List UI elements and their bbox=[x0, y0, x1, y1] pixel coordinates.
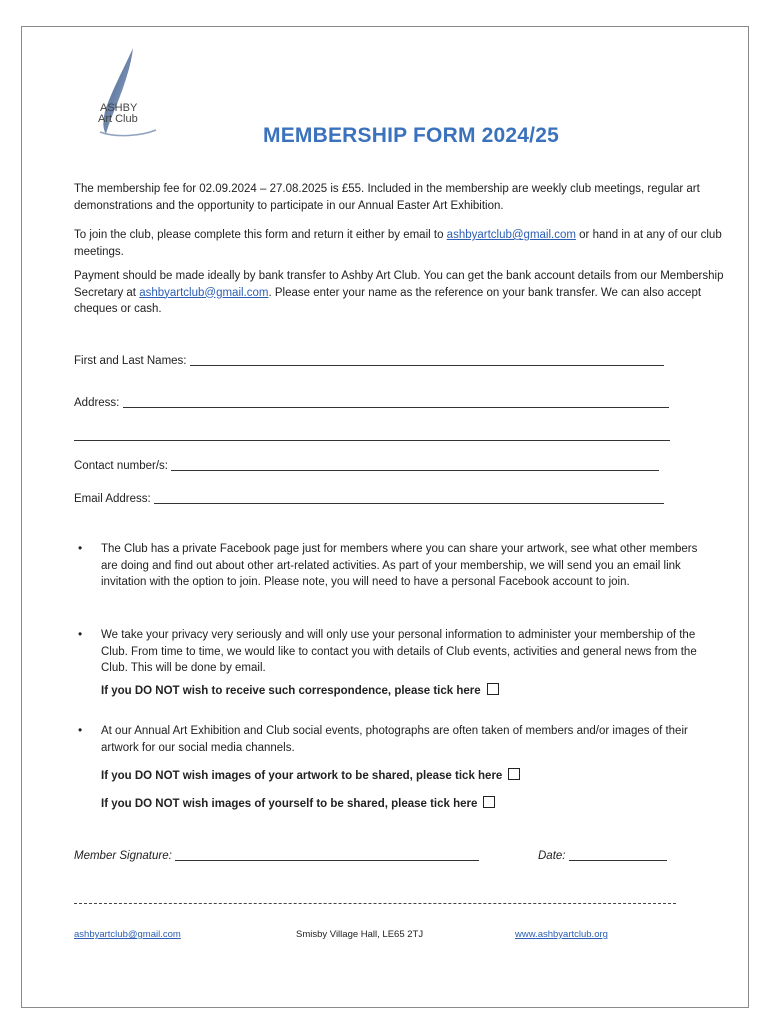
signature-input-line[interactable] bbox=[175, 849, 479, 861]
name-input-line[interactable] bbox=[190, 354, 664, 366]
date-label: Date: bbox=[538, 850, 566, 862]
footer-address: Smisby Village Hall, LE65 2TJ bbox=[296, 929, 424, 940]
email-link[interactable]: ashbyartclub@gmail.com bbox=[446, 229, 576, 241]
email-field[interactable] bbox=[74, 492, 664, 505]
bullet-dot: • bbox=[78, 723, 83, 737]
footer-website-link[interactable]: www.ashbyartclub.org bbox=[515, 929, 608, 940]
form-title: MEMBERSHIP FORM 2024/25 bbox=[263, 124, 559, 147]
member-signature-label: Member Signature: bbox=[74, 850, 172, 862]
logo-text-art-club: Art Club bbox=[98, 113, 138, 125]
footer-email-link[interactable]: ashbyartclub@gmail.com bbox=[74, 929, 181, 940]
facebook-paragraph: The Club has a private Facebook page just for members where you can share your artwork, see what other members are doing and find out about other art-related activities. As part of your membership, we will send you an email link invitation with the option to join. Please note, you will need to have a personal Facebook account to join. bbox=[101, 543, 698, 588]
self-image-checkbox[interactable] bbox=[483, 796, 495, 808]
address-input-line[interactable] bbox=[123, 396, 669, 408]
intro-fee-paragraph: The membership fee for 02.09.2024 – 27.08.2025 is £55. Included in the membership are weekly club meetings, regular art demonstrations and the opportunity to participate in our Annual Easter Art Exhibition. bbox=[74, 183, 700, 212]
self-image-opt-out: If you DO NOT wish images of yourself to be shared, please tick here bbox=[101, 796, 495, 810]
intro-join-paragraph: To join the club, please complete this form and return it either by email to ashbyartclub@gmail.com or hand in at any of our club meetings. bbox=[74, 229, 722, 258]
date-input-line[interactable] bbox=[569, 849, 667, 861]
date-field[interactable] bbox=[538, 849, 667, 862]
cut-line-divider bbox=[74, 903, 676, 904]
correspondence-checkbox[interactable] bbox=[487, 683, 499, 695]
name-field[interactable] bbox=[74, 354, 664, 367]
logo-text-ashby: ASHBY bbox=[100, 102, 138, 114]
email-link[interactable]: ashbyartclub@gmail.com bbox=[139, 286, 269, 299]
address-label: Address: bbox=[74, 397, 120, 409]
email-input-line[interactable] bbox=[154, 492, 664, 504]
intro-payment-paragraph: Payment should be made ideally by bank transfer to Ashby Art Club. You can get the bank account details from our Membership Secretary at ashbyartclub@gmail.com. Please enter your name as the reference on your bank transfer. We can also accept cheques or cash. bbox=[74, 270, 724, 315]
address-field[interactable] bbox=[74, 396, 669, 409]
photo-paragraph: At our Annual Art Exhibition and Club social events, photographs are often taken of members and/or images of their artwork for our social media channels. bbox=[101, 725, 688, 754]
bullet-dot: • bbox=[78, 541, 83, 555]
artwork-opt-out: If you DO NOT wish images of your artwork to be shared, please tick here bbox=[101, 768, 520, 782]
address-second-line[interactable] bbox=[74, 440, 670, 441]
name-label: First and Last Names: bbox=[74, 355, 187, 367]
bullet-dot: • bbox=[78, 627, 83, 641]
artwork-checkbox[interactable] bbox=[508, 768, 520, 780]
privacy-paragraph: We take your privacy very seriously and will only use your personal information to administer your membership of the Club. From time to time, we would like to contact you with details of Club events, activities and general news from the Club. This will be done by email. bbox=[101, 629, 697, 674]
contact-label: Contact number/s: bbox=[74, 460, 168, 472]
contact-input-line[interactable] bbox=[171, 459, 659, 471]
correspondence-opt-out: If you DO NOT wish to receive such correspondence, please tick here bbox=[101, 683, 499, 697]
member-signature-field[interactable] bbox=[74, 849, 479, 862]
email-label: Email Address: bbox=[74, 493, 151, 505]
contact-field[interactable] bbox=[74, 459, 659, 472]
